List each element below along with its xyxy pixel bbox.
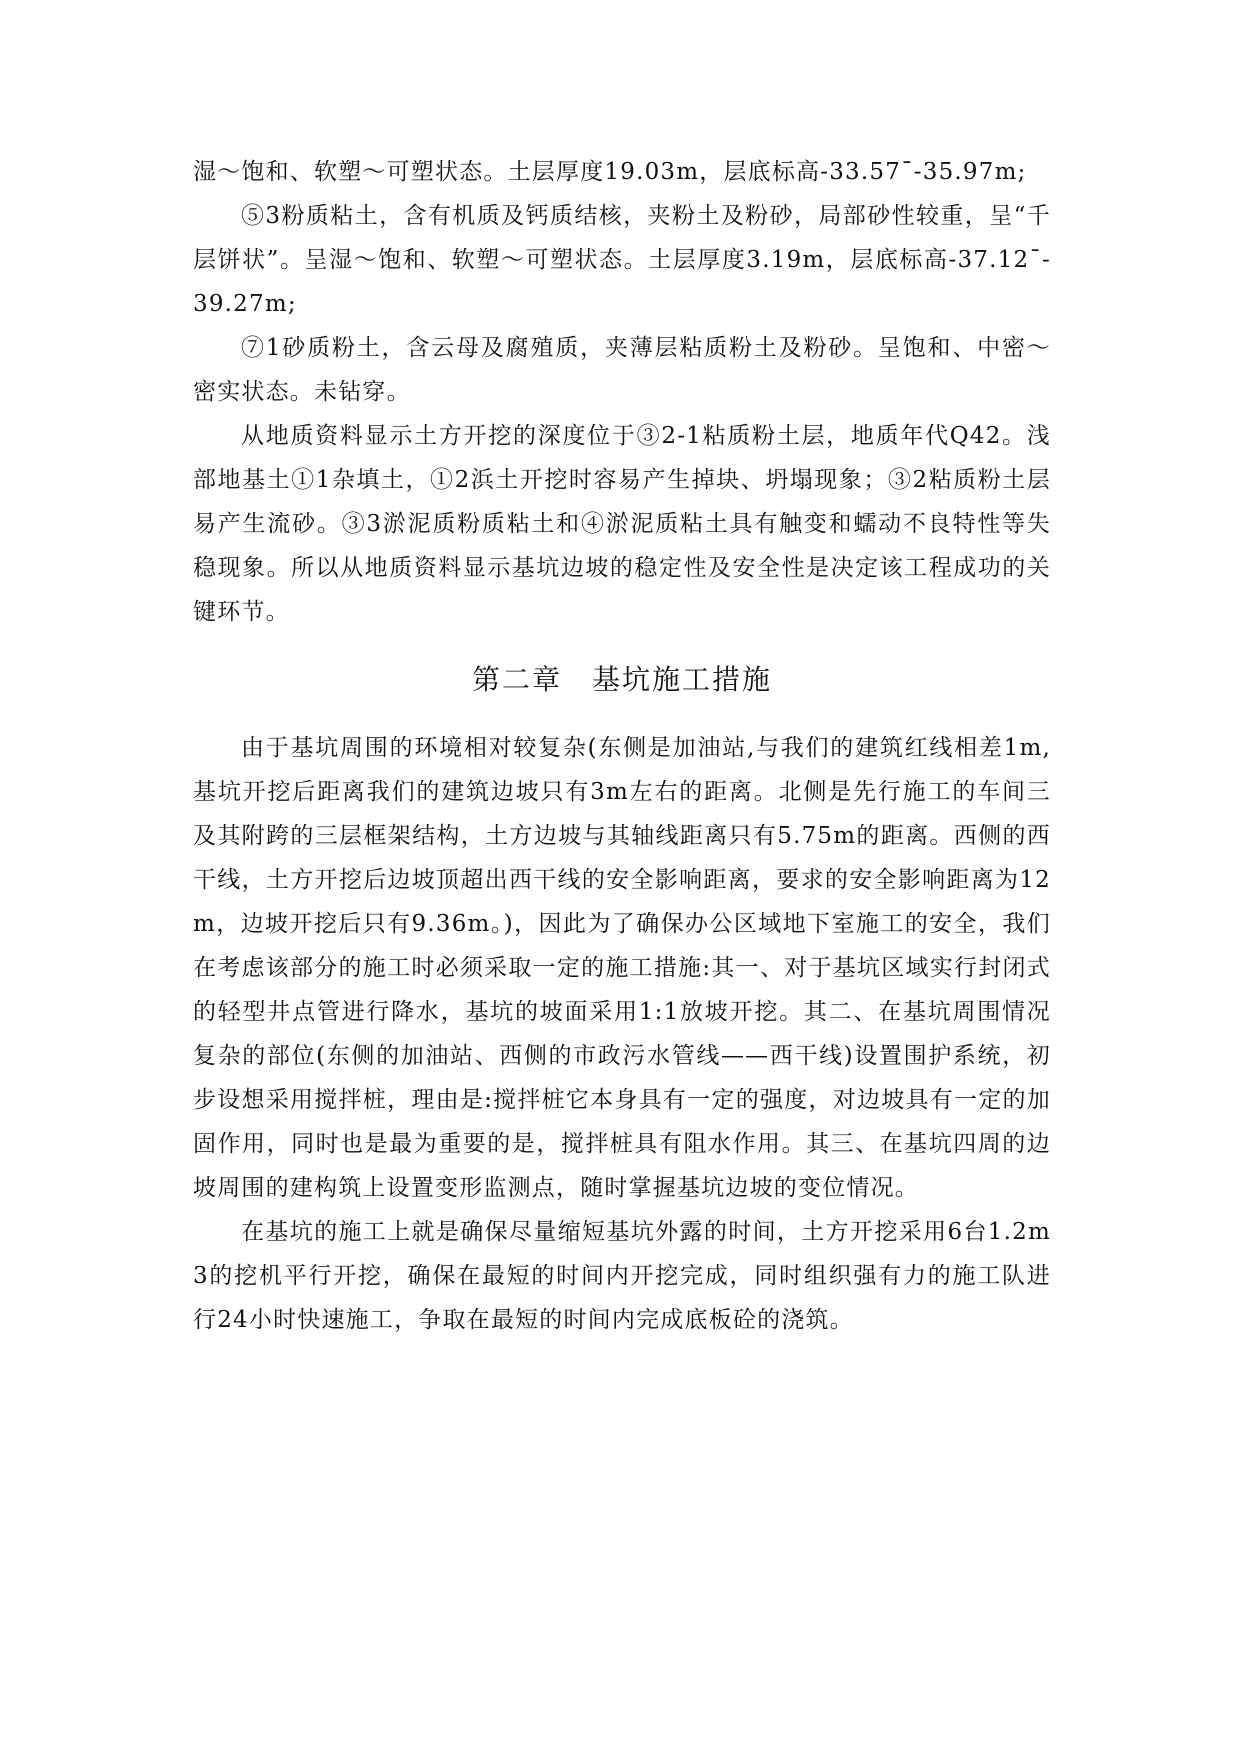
paragraph-construction-schedule: 在基坑的施工上就是确保尽量缩短基坑外露的时间，土方开挖采用6台1.2m3的挖机平行开挖，确保在最短的时间内开挖完成，同时组织强有力的施工队进行24小时快速施工，争取在最短的时间内完成底板砼的浇筑。 [193, 1219, 1051, 1333]
page-content [193, 150, 1051, 1342]
paragraph-soil-layer-continued: 湿～饱和、软塑～可塑状态。土层厚度19.03m，层底标高-33.57¯-35.97m; [193, 159, 1027, 185]
paragraph-soil-layer-5-3: ⑤3粉质粘土，含有机质及钙质结核，夹粉土及粉砂，局部砂性较重，呈“千层饼状”。呈湿～饱和、软塑～可塑状态。土层厚度3.19m，层底标高-37.12¯-39.27m; [193, 203, 1051, 317]
paragraph-geology-summary: 从地质资料显示土方开挖的深度位于③2-1粘质粉土层，地质年代Q42。浅部地基土①1杂填土，①2浜土开挖时容易产生掉块、坍塌现象；③2粘质粉土层易产生流砂。③3淤泥质粉质粘土和④淤泥质粘土具有触变和蠕动不良特性等失稳现象。所以从地质资料显示基坑边坡的稳定性及安全性是决定该工程成功的关键环节。 [193, 423, 1051, 625]
paragraph-foundation-environment: 由于基坑周围的环境相对较复杂(东侧是加油站,与我们的建筑红线相差1m,基坑开挖后距离我们的建筑边坡只有3m左右的距离。北侧是先行施工的车间三及其附跨的三层框架结构，土方边坡与其轴线距离只有5.75m的距离。西侧的西干线，土方开挖后边坡顶超出西干线的安全影响距离，要求的安全影响距离为12m，边坡开挖后只有9.36m。)，因此为了确保办公区域地下室施工的安全，我们在考虑该部分的施工时必须采取一定的施工措施:其一、对于基坑区域实行封闭式的轻型井点管进行降水，基坑的坡面采用1:1放坡开挖。其二、在基坑周围情况复杂的部位(东侧的加油站、西侧的市政污水管线——西干线)设置围护系统，初步设想采用搅拌桩，理由是:搅拌桩它本身具有一定的强度，对边坡具有一定的加固作用，同时也是最为重要的是，搅拌桩具有阻水作用。其三、在基坑四周的边坡周围的建构筑上设置变形监测点，随时掌握基坑边坡的变位情况。 [193, 735, 1051, 1201]
chapter-title: 第二章 基坑施工措施 [471, 663, 772, 696]
paragraph-soil-layer-7-1: ⑦1砂质粉土，含云母及腐殖质，夹薄层粘质粉土及粉砂。呈饱和、中密～密实状态。未钻穿。 [193, 335, 1051, 405]
